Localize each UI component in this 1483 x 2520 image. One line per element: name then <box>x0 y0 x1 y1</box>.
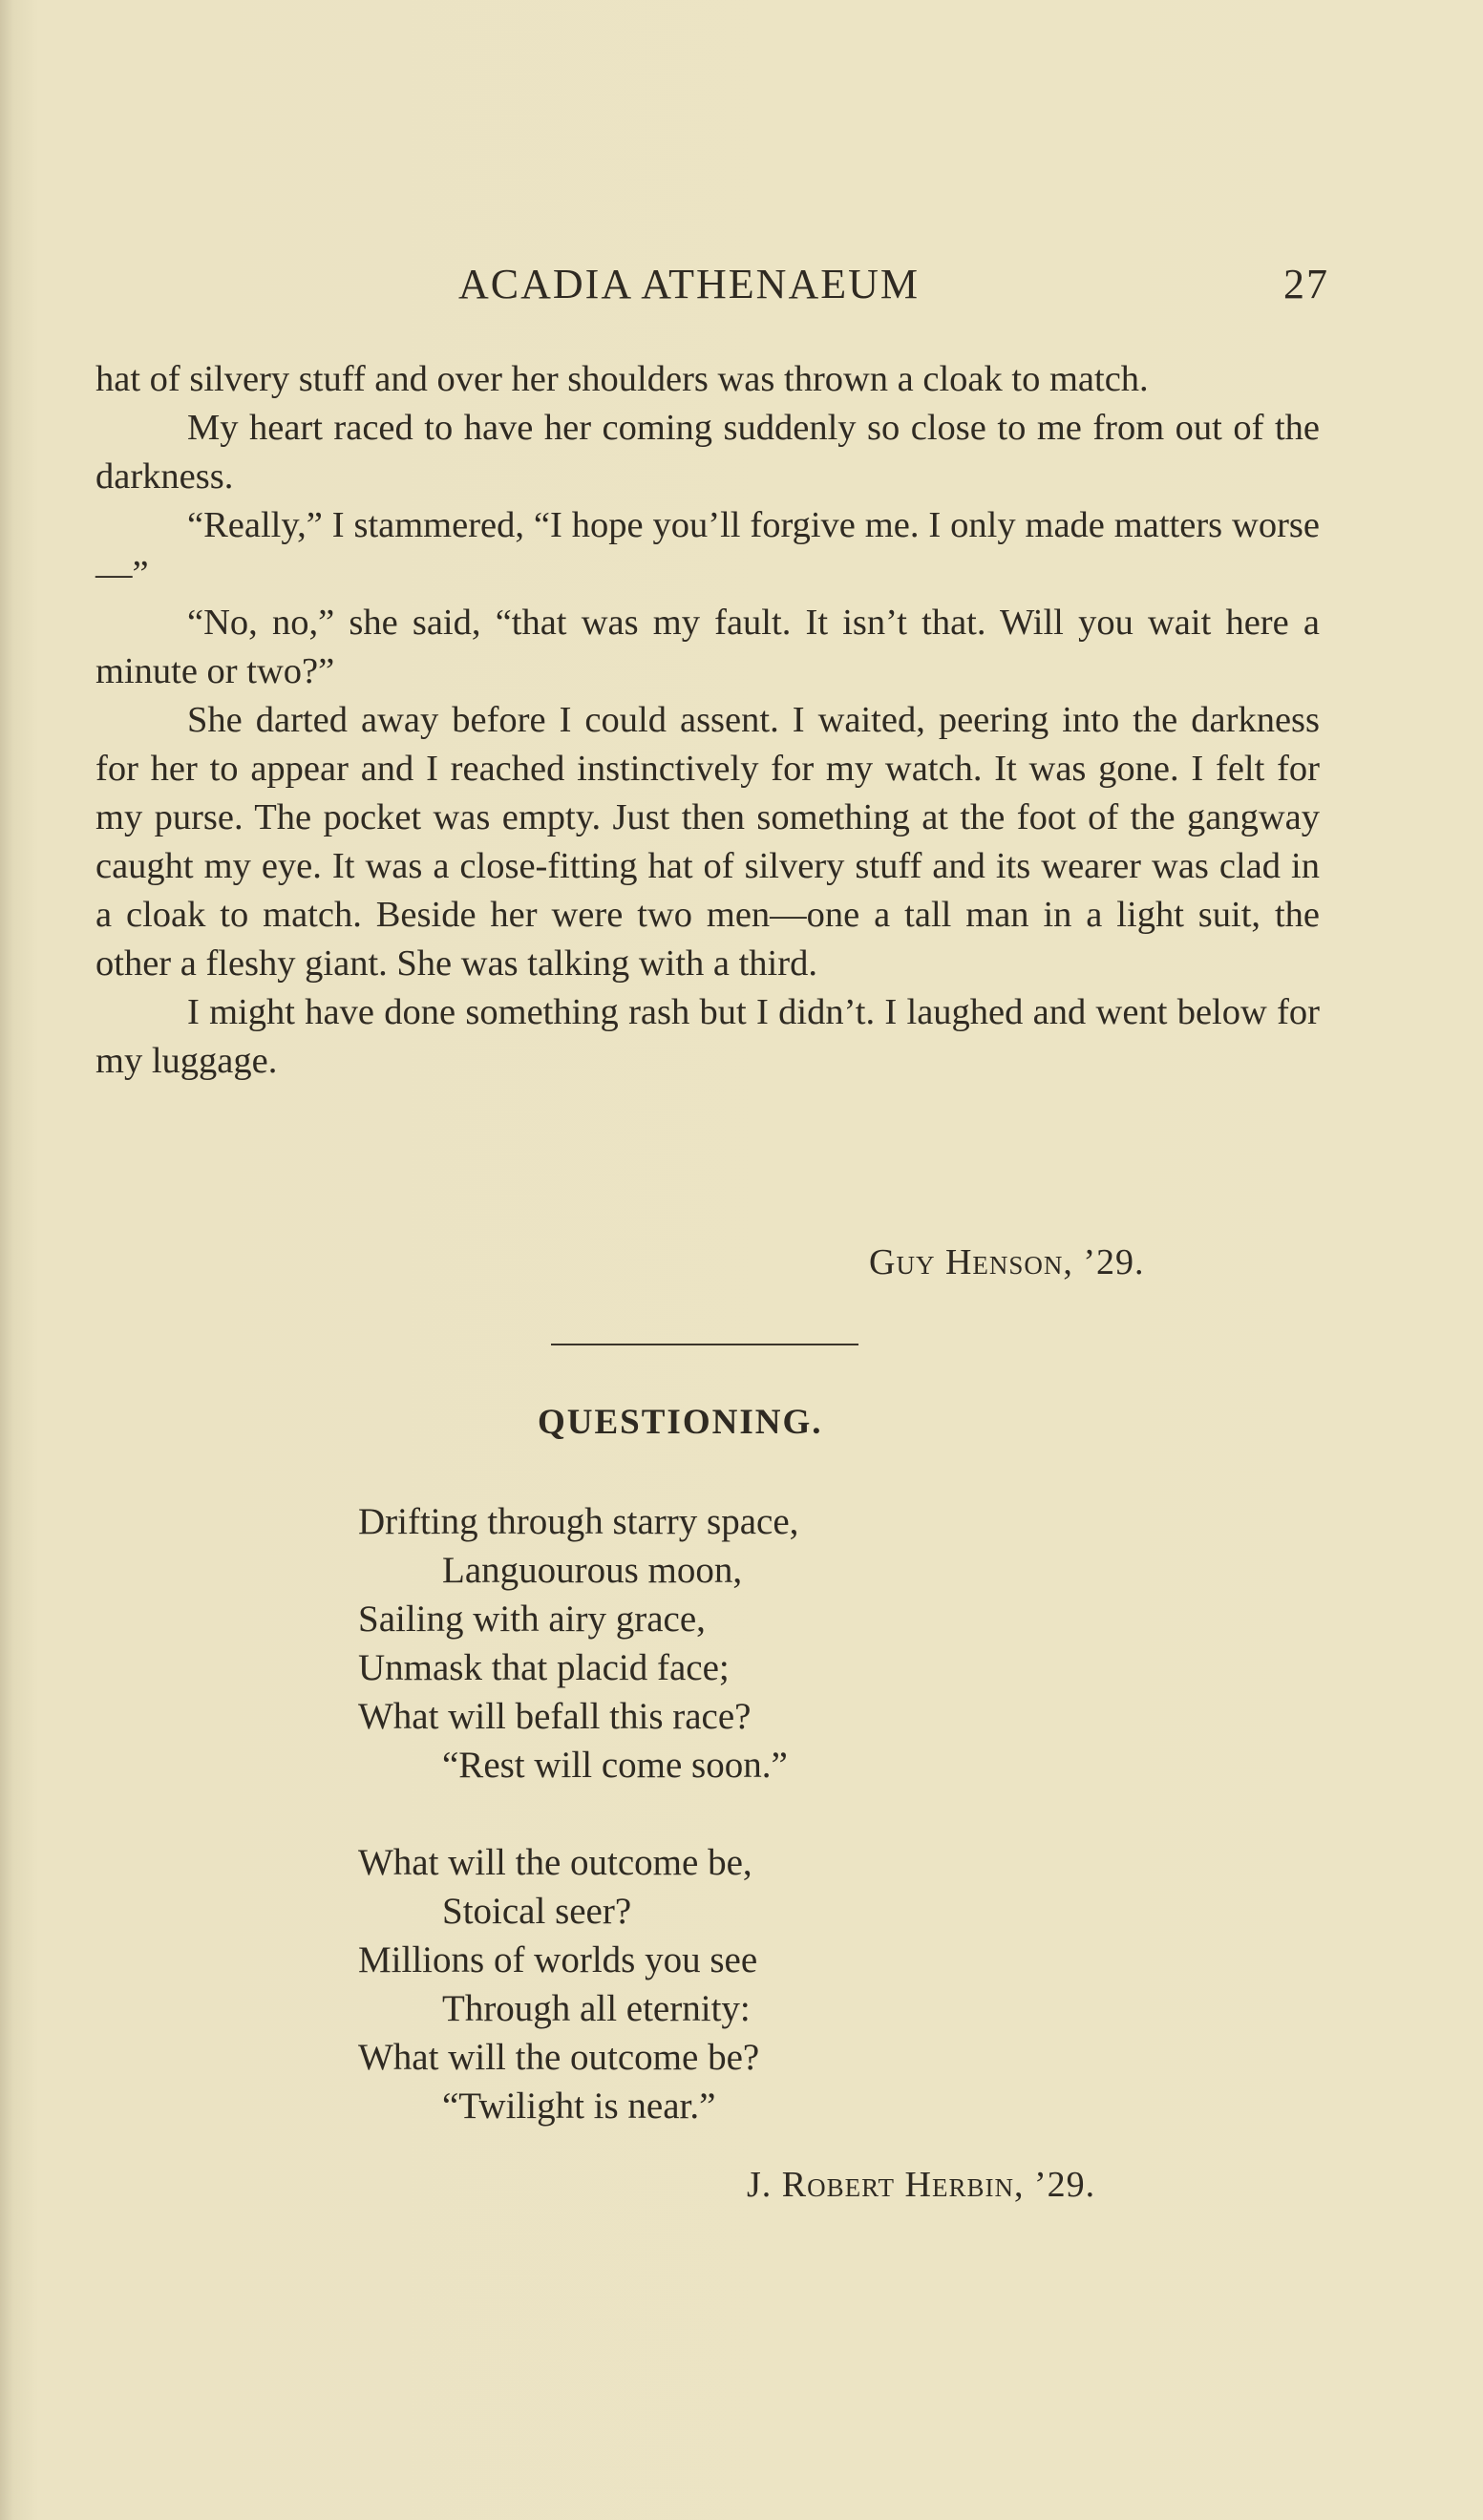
poem-author-year: , ’29. <box>1013 2165 1096 2205</box>
paragraph: “No, no,” she said, “that was my fault. It isn’t that. Will you wait here a minute or two?” <box>95 603 1320 691</box>
poem-line: What will befall this race? <box>358 1696 752 1737</box>
poem-line: “Rest will come soon.” <box>442 1745 788 1786</box>
poem-line: Unmask that placid face; <box>358 1647 730 1688</box>
story-text <box>95 355 1320 1086</box>
story-author-signature <box>869 1241 1145 1283</box>
poem-line: Sailing with airy grace, <box>358 1599 706 1640</box>
poem-line: Stoical seer? <box>442 1891 632 1932</box>
poem-line: What will the outcome be, <box>358 1842 752 1883</box>
poem <box>358 1497 1027 2130</box>
poem-line: “Twilight is near.” <box>442 2086 716 2127</box>
poem-author-signature <box>747 2164 1095 2206</box>
poem-line: Drifting through starry space, <box>358 1501 799 1542</box>
poem-line: Millions of worlds you see <box>358 1939 758 1980</box>
section-divider <box>551 1344 858 1345</box>
poem-title: QUESTIONING. <box>538 1403 823 1442</box>
paragraph: “Really,” I stammered, “I hope you’ll forgive me. I only made matters worse—” <box>95 505 1320 594</box>
paragraph: My heart raced to have her coming suddenly so close to me from out of the darkness. <box>95 408 1320 497</box>
running-head <box>458 260 1329 309</box>
paragraph: She darted away before I could assent. I waited, peering into the darkness for her to appear and I reached instinctively for my watch. It was gone. I felt for my purse. The pocket was empty. Just then something at the foot of the gangway caught my eye. It was a close-fitting hat of silvery stuff and its wearer was clad in a cloak to match. Beside her were two men—one a tall man in a light suit, the other a fleshy giant. She was talking with a third. <box>95 700 1320 984</box>
poem-line: Through all eternity: <box>442 1988 751 2029</box>
paragraph: I might have done something rash but I didn’t. I laughed and went below for my luggage. <box>95 992 1320 1081</box>
story-author-year: , ’29. <box>1063 1242 1145 1282</box>
paragraph: hat of silvery stuff and over her shoulders was thrown a cloak to match. <box>95 359 1149 399</box>
running-title: ACADIA ATHENAEUM <box>458 261 920 307</box>
story-author-name: Guy Henson <box>869 1242 1064 1282</box>
poem-line: What will the outcome be? <box>358 2037 760 2078</box>
page-number: 27 <box>1283 261 1329 307</box>
poem-line: Languourous moon, <box>442 1550 743 1591</box>
stanza-break <box>358 1789 1027 1838</box>
poem-author-name: J. Robert Herbin <box>747 2165 1014 2205</box>
